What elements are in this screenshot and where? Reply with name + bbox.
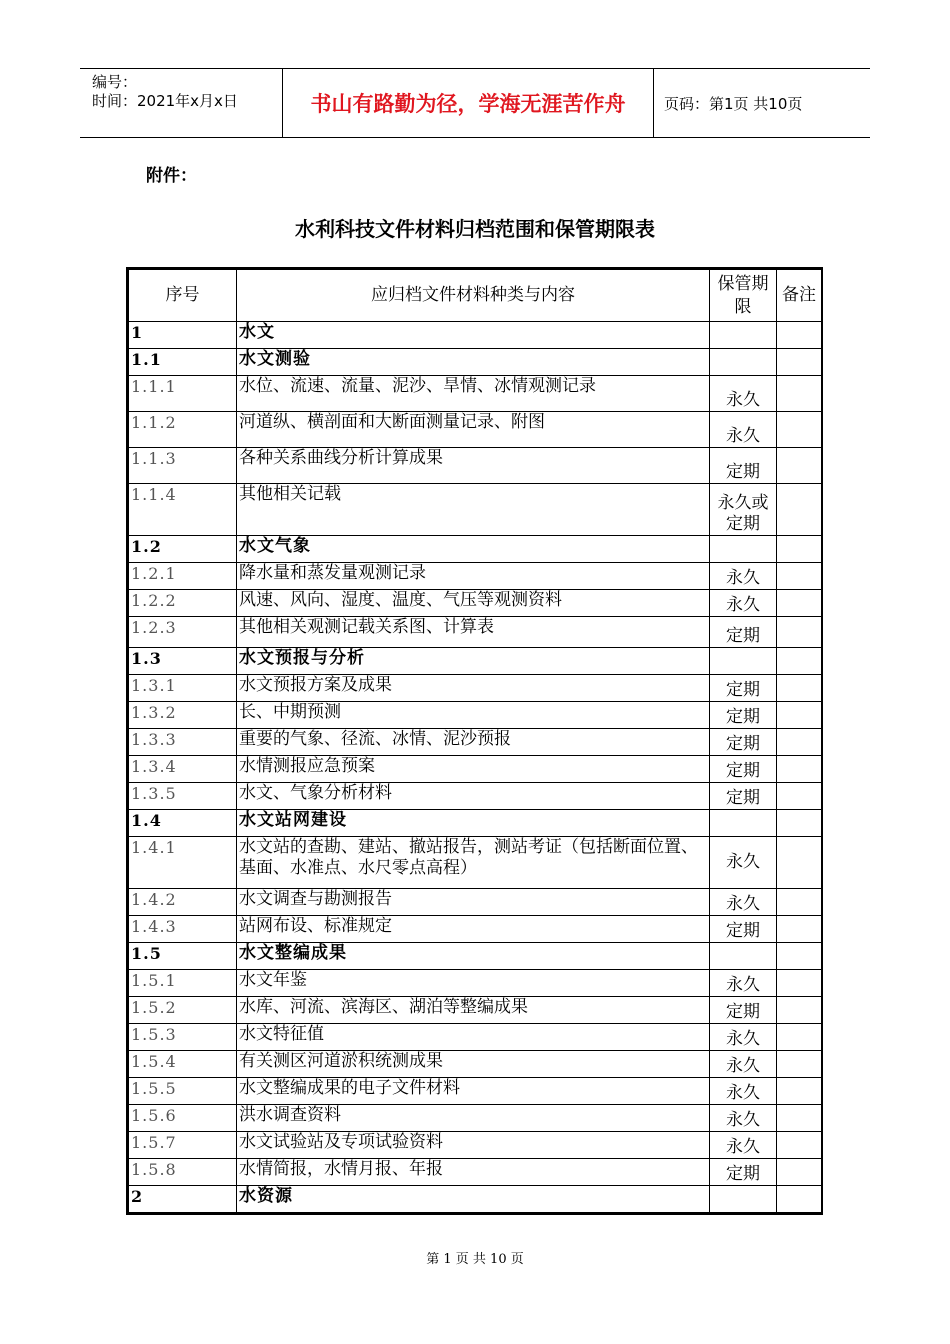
table-group-row bbox=[129, 349, 822, 376]
row-period bbox=[710, 810, 777, 837]
header-page-info: 页码：第1页 共10页 bbox=[664, 94, 803, 113]
row-number: 1.3.5 bbox=[129, 783, 237, 810]
row-number: 1.1 bbox=[129, 349, 237, 376]
table-group-row bbox=[129, 648, 822, 675]
row-remarks bbox=[777, 943, 822, 970]
row-remarks bbox=[777, 563, 822, 590]
row-remarks bbox=[777, 1105, 822, 1132]
row-number: 1.5.8 bbox=[129, 1159, 237, 1186]
row-content: 水文气象 bbox=[237, 536, 710, 563]
row-period: 永久 bbox=[710, 970, 777, 997]
row-remarks bbox=[777, 997, 822, 1024]
row-content: 水文站的查勘、建站、撤站报告，测站考证（包括断面位置、基面、水准点、水尺零点高程） bbox=[237, 837, 710, 889]
row-remarks bbox=[777, 970, 822, 997]
row-content: 水文站网建设 bbox=[237, 810, 710, 837]
row-remarks bbox=[777, 617, 822, 648]
row-number: 1.1.1 bbox=[129, 376, 237, 412]
row-number: 1.3.4 bbox=[129, 756, 237, 783]
row-period: 永久或定期 bbox=[710, 484, 777, 536]
row-content: 各种关系曲线分析计算成果 bbox=[237, 448, 710, 484]
page-footer: 第 1 页 共 10 页 bbox=[426, 1252, 524, 1267]
row-remarks bbox=[777, 729, 822, 756]
row-number: 1.4.3 bbox=[129, 916, 237, 943]
row-period bbox=[710, 322, 777, 349]
table-group-row bbox=[129, 536, 822, 563]
table-row bbox=[129, 783, 822, 810]
header-motto: 书山有路勤为径，学海无涯苦作舟 bbox=[282, 69, 654, 137]
table-row bbox=[129, 484, 822, 536]
row-period bbox=[710, 536, 777, 563]
table-row bbox=[129, 702, 822, 729]
row-number: 1.4 bbox=[129, 810, 237, 837]
row-content: 水资源 bbox=[237, 1186, 710, 1213]
column-header-number: 序号 bbox=[129, 270, 237, 322]
row-content: 站网布设、标准规定 bbox=[237, 916, 710, 943]
row-period: 定期 bbox=[710, 756, 777, 783]
row-number: 1.1.3 bbox=[129, 448, 237, 484]
row-remarks bbox=[777, 448, 822, 484]
column-header-content: 应归档文件材料种类与内容 bbox=[237, 270, 710, 322]
row-content: 河道纵、横剖面和大断面测量记录、附图 bbox=[237, 412, 710, 448]
row-number: 1.5 bbox=[129, 943, 237, 970]
row-period: 永久 bbox=[710, 412, 777, 448]
row-content: 水文试验站及专项试验资料 bbox=[237, 1132, 710, 1159]
table-row bbox=[129, 1105, 822, 1132]
row-period bbox=[710, 349, 777, 376]
row-remarks bbox=[777, 889, 822, 916]
row-number: 1.2 bbox=[129, 536, 237, 563]
row-remarks bbox=[777, 783, 822, 810]
row-content: 水文整编成果 bbox=[237, 943, 710, 970]
row-remarks bbox=[777, 1186, 822, 1213]
column-header-period: 保管期限 bbox=[710, 270, 777, 322]
row-remarks bbox=[777, 702, 822, 729]
row-number: 1.5.2 bbox=[129, 997, 237, 1024]
row-period: 永久 bbox=[710, 1105, 777, 1132]
row-remarks bbox=[777, 536, 822, 563]
row-content: 其他相关记载 bbox=[237, 484, 710, 536]
row-period bbox=[710, 648, 777, 675]
row-period: 定期 bbox=[710, 702, 777, 729]
row-content: 重要的气象、径流、冰情、泥沙预报 bbox=[237, 729, 710, 756]
row-content: 水情测报应急预案 bbox=[237, 756, 710, 783]
row-content: 水文预报与分析 bbox=[237, 648, 710, 675]
row-period: 永久 bbox=[710, 1051, 777, 1078]
row-number: 1.4.2 bbox=[129, 889, 237, 916]
table-group-row bbox=[129, 322, 822, 349]
row-remarks bbox=[777, 590, 822, 617]
row-remarks bbox=[777, 916, 822, 943]
row-number: 2 bbox=[129, 1186, 237, 1213]
table-row bbox=[129, 412, 822, 448]
table-row bbox=[129, 448, 822, 484]
archive-table bbox=[126, 267, 823, 1215]
row-remarks bbox=[777, 412, 822, 448]
row-number: 1.2.1 bbox=[129, 563, 237, 590]
row-period: 定期 bbox=[710, 783, 777, 810]
row-content: 有关测区河道淤积统测成果 bbox=[237, 1051, 710, 1078]
row-period: 永久 bbox=[710, 1078, 777, 1105]
row-content: 水库、河流、滨海区、湖泊等整编成果 bbox=[237, 997, 710, 1024]
table-body bbox=[129, 270, 822, 1213]
row-remarks bbox=[777, 1051, 822, 1078]
header-meta bbox=[80, 69, 282, 137]
row-remarks bbox=[777, 675, 822, 702]
row-remarks bbox=[777, 484, 822, 536]
row-content: 水文预报方案及成果 bbox=[237, 675, 710, 702]
row-remarks bbox=[777, 322, 822, 349]
row-remarks bbox=[777, 648, 822, 675]
row-period: 定期 bbox=[710, 1159, 777, 1186]
row-content: 水文调查与勘测报告 bbox=[237, 889, 710, 916]
row-remarks bbox=[777, 1078, 822, 1105]
row-period: 定期 bbox=[710, 617, 777, 648]
row-content: 洪水调查资料 bbox=[237, 1105, 710, 1132]
row-content: 水位、流速、流量、泥沙、旱情、冰情观测记录 bbox=[237, 376, 710, 412]
row-period: 永久 bbox=[710, 837, 777, 889]
row-number: 1.5.5 bbox=[129, 1078, 237, 1105]
table-row bbox=[129, 1132, 822, 1159]
number-label: 编号： bbox=[92, 73, 138, 91]
table-row bbox=[129, 563, 822, 590]
table-row bbox=[129, 590, 822, 617]
row-content: 水文 bbox=[237, 322, 710, 349]
document-title: 水利科技文件材料归档范围和保管期限表 bbox=[295, 217, 655, 241]
row-number: 1.3.3 bbox=[129, 729, 237, 756]
row-period: 永久 bbox=[710, 376, 777, 412]
row-content: 降水量和蒸发量观测记录 bbox=[237, 563, 710, 590]
row-remarks bbox=[777, 376, 822, 412]
row-period: 永久 bbox=[710, 889, 777, 916]
row-period: 永久 bbox=[710, 590, 777, 617]
row-number: 1 bbox=[129, 322, 237, 349]
row-content: 水文年鉴 bbox=[237, 970, 710, 997]
table-row bbox=[129, 916, 822, 943]
row-period: 永久 bbox=[710, 563, 777, 590]
row-content: 水文特征值 bbox=[237, 1024, 710, 1051]
table-row bbox=[129, 617, 822, 648]
table-row bbox=[129, 1051, 822, 1078]
row-number: 1.5.7 bbox=[129, 1132, 237, 1159]
row-period: 定期 bbox=[710, 729, 777, 756]
row-number: 1.5.3 bbox=[129, 1024, 237, 1051]
time-label: 时间：2021年x月x日 bbox=[92, 92, 238, 110]
row-number: 1.2.3 bbox=[129, 617, 237, 648]
table-group-row bbox=[129, 810, 822, 837]
row-period: 定期 bbox=[710, 997, 777, 1024]
table-row bbox=[129, 837, 822, 889]
row-remarks bbox=[777, 349, 822, 376]
row-period bbox=[710, 1186, 777, 1213]
attachment-label: 附件： bbox=[146, 166, 197, 186]
row-period bbox=[710, 943, 777, 970]
table-row bbox=[129, 756, 822, 783]
row-number: 1.1.2 bbox=[129, 412, 237, 448]
table-row bbox=[129, 675, 822, 702]
row-number: 1.3.1 bbox=[129, 675, 237, 702]
table-row bbox=[129, 970, 822, 997]
table-row bbox=[129, 1024, 822, 1051]
row-content: 水文、气象分析材料 bbox=[237, 783, 710, 810]
row-period: 定期 bbox=[710, 448, 777, 484]
table-row bbox=[129, 1159, 822, 1186]
row-remarks bbox=[777, 837, 822, 889]
row-remarks bbox=[777, 756, 822, 783]
row-number: 1.1.4 bbox=[129, 484, 237, 536]
row-content: 风速、风向、湿度、温度、气压等观测资料 bbox=[237, 590, 710, 617]
row-content: 长、中期预测 bbox=[237, 702, 710, 729]
row-number: 1.3.2 bbox=[129, 702, 237, 729]
row-number: 1.5.6 bbox=[129, 1105, 237, 1132]
table-row bbox=[129, 376, 822, 412]
row-period: 永久 bbox=[710, 1024, 777, 1051]
row-number: 1.5.1 bbox=[129, 970, 237, 997]
row-content: 水文整编成果的电子文件材料 bbox=[237, 1078, 710, 1105]
row-number: 1.5.4 bbox=[129, 1051, 237, 1078]
page-header bbox=[80, 68, 870, 138]
row-content: 其他相关观测记载关系图、计算表 bbox=[237, 617, 710, 648]
table-row bbox=[129, 889, 822, 916]
row-remarks bbox=[777, 810, 822, 837]
table-group-row bbox=[129, 943, 822, 970]
row-period: 定期 bbox=[710, 675, 777, 702]
row-period: 定期 bbox=[710, 916, 777, 943]
row-remarks bbox=[777, 1132, 822, 1159]
column-header-remarks: 备注 bbox=[777, 270, 822, 322]
row-remarks bbox=[777, 1159, 822, 1186]
row-content: 水文测验 bbox=[237, 349, 710, 376]
table-header-row bbox=[129, 270, 822, 322]
row-period: 永久 bbox=[710, 1132, 777, 1159]
row-number: 1.3 bbox=[129, 648, 237, 675]
row-remarks bbox=[777, 1024, 822, 1051]
table-row bbox=[129, 1078, 822, 1105]
table-row bbox=[129, 997, 822, 1024]
table-group-row bbox=[129, 1186, 822, 1213]
row-content: 水情简报，水情月报、年报 bbox=[237, 1159, 710, 1186]
table-row bbox=[129, 729, 822, 756]
row-number: 1.2.2 bbox=[129, 590, 237, 617]
row-number: 1.4.1 bbox=[129, 837, 237, 889]
